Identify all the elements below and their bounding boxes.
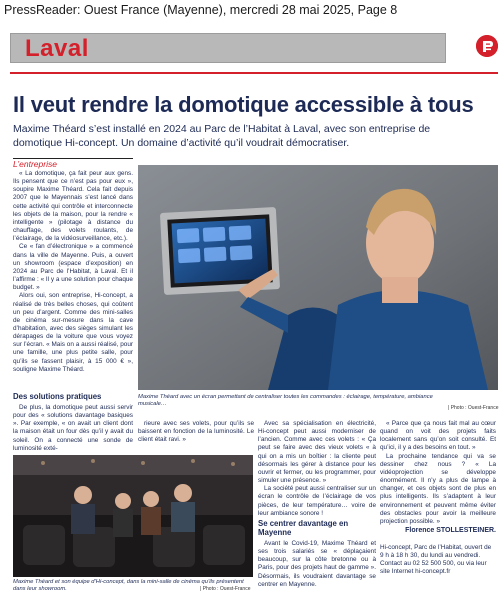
rubrique-banner xyxy=(10,33,446,63)
article-tag: L’entreprise xyxy=(13,159,57,169)
paragraph: Avant le Covid-19, Maxime Théard et ses trois salariés se « déplaçaient beaucoup, sur la côte bretonne ou à Paris, pour des projets haut de gamme ». Désormais, ils voudraient davantage se centrer en Mayenne. xyxy=(258,540,376,588)
paragraph: rieure avec ses volets, pour qu’ils se baissent en fonction de la luminosité. Le client était ravi. » xyxy=(138,420,254,444)
article-infobox: Hi-concept, Parc de l’Habitat, ouvert de 9 h à 18 h 30, du lundi au vendredi. Contact au 02 52 500 500, ou via leur site Internet hi-concept.fr xyxy=(380,544,492,576)
article-byline: Florence STOLLESTEINER. xyxy=(405,527,496,534)
photo-main-credit: | Photo : Ouest-France xyxy=(448,405,499,411)
article-chapo: Maxime Théard s’est installé en 2024 au Parc de l’Habitat à Laval, avec son entreprise de domotique Hi-concept. Un domaine d’activité qu’il voudrait démocratiser. xyxy=(13,123,431,149)
article-headline: Il veut rendre la domotique accessible à tous xyxy=(13,92,474,117)
photo-cinema-team xyxy=(13,455,253,577)
photo-main-caption: Maxime Théard avec un écran permettant de centraliser toutes les commandes : éclairage, température, ambiance musicale… xyxy=(138,394,433,408)
paragraph: Alors oui, son entreprise, Hi-concept, a réalisé de très belles choses, qui coûtent un peu d’argent. Comme des mini-salles de cinéma sur-mesure dans la cave d’habitation, avec des sièges simulant les dérapages de la voiture que vous voyez sur l’écran. « Mais on a aussi réalisé, pour une famille, une plus petite salle, pour qu’ils se fassent plaisir, à 15 000 € », souligne Maxime Théard. xyxy=(13,292,133,373)
paragraph: « Parce que ça nous fait mal au cœur quand on voit des projets faits localement sans qu’on soit consulté. Et qu’ici, il y a des besoins en tout. » xyxy=(380,420,496,452)
rubrique-label: Laval xyxy=(25,35,89,62)
rubrique-rule xyxy=(10,72,498,74)
paragraph: « La domotique, ça fait peur aux gens. Ils pensent que ce n’est pas pour eux », soupire Maxime Théard. Cela fait depuis 2007 que le Mayennais s’est lancé dans cette activité qui contrôle et interconnecte les objets de la maison, pour la rendre « intelligente » (pilotage à distance du chauffage, des volets roulants, de l’éclairage, de la vidéosurveillance, etc.). xyxy=(13,170,133,243)
photo-cinema-caption: Maxime Théard et son équipe d’Hi-concept, dans la mini-salle de cinéma qu’ils présentent dans leur showroom. xyxy=(13,579,244,593)
paragraph: Ce « fan d’électronique » a commencé dans la ville de Mayenne. Puis, a ouvert un showroom (espace d’exposition) en 2024 au Parc de l’Habitat, à Laval. Et il l’affirme : « Il y a une solution pour chaque budget. » xyxy=(13,243,133,292)
photo-cinema-credit: | Photo : Ouest-France xyxy=(200,586,251,592)
article-column-1b xyxy=(13,404,133,453)
photo-main-smart-screen xyxy=(138,165,498,390)
paragraph: De plus, la domotique peut aussi servir pour des « solutions davantage basiques ». Par exemple, « on avait un client dont la maison était un four dès qu’il y avait du soleil. On a connecté une sonde de luminosité exté- xyxy=(13,404,133,452)
paragraph: La société peut aussi centraliser sur un écran le contrôle de l’éclairage de vos pièces, de leur température… voire de leur ambiance sonore ! xyxy=(258,485,376,517)
article-column-3b xyxy=(258,540,376,589)
paragraph: Avec sa spécialisation en électricité, Hi-concept peut aussi moderniser de l’ancien. Comme avec ces volets : « Ça peut se faire avec des vieux volets « à qui on a mis un boîtier : la cliente peut désormais les gérer à distance pour les ouvrir et fermer, ou les programmer, pour simuler une présence. » xyxy=(258,420,376,485)
article-column-3 xyxy=(258,420,376,518)
subhead-centrer: Se centrer davantage en Mayenne xyxy=(258,519,349,537)
article-column-4 xyxy=(380,420,496,526)
ouest-france-logo-icon xyxy=(476,35,498,57)
article-column-1 xyxy=(13,170,133,374)
paragraph: La prochaine tendance qui va se dessiner chez nous ? « La vidéoprojection se développe énormément. Il n’y a plus de lampe à changer, et ces objets sont de plus en plus intelligents. Ils s’adaptent à leur environnement et peuvent même éviter des obstacles pour avoir la meilleure projection possible. » xyxy=(380,452,496,525)
subhead-solutions: Des solutions pratiques xyxy=(13,392,102,401)
article-column-2 xyxy=(138,420,254,444)
pressreader-topline: PressReader: Ouest France (Mayenne), mercredi 28 mai 2025, Page 8 xyxy=(4,3,398,17)
